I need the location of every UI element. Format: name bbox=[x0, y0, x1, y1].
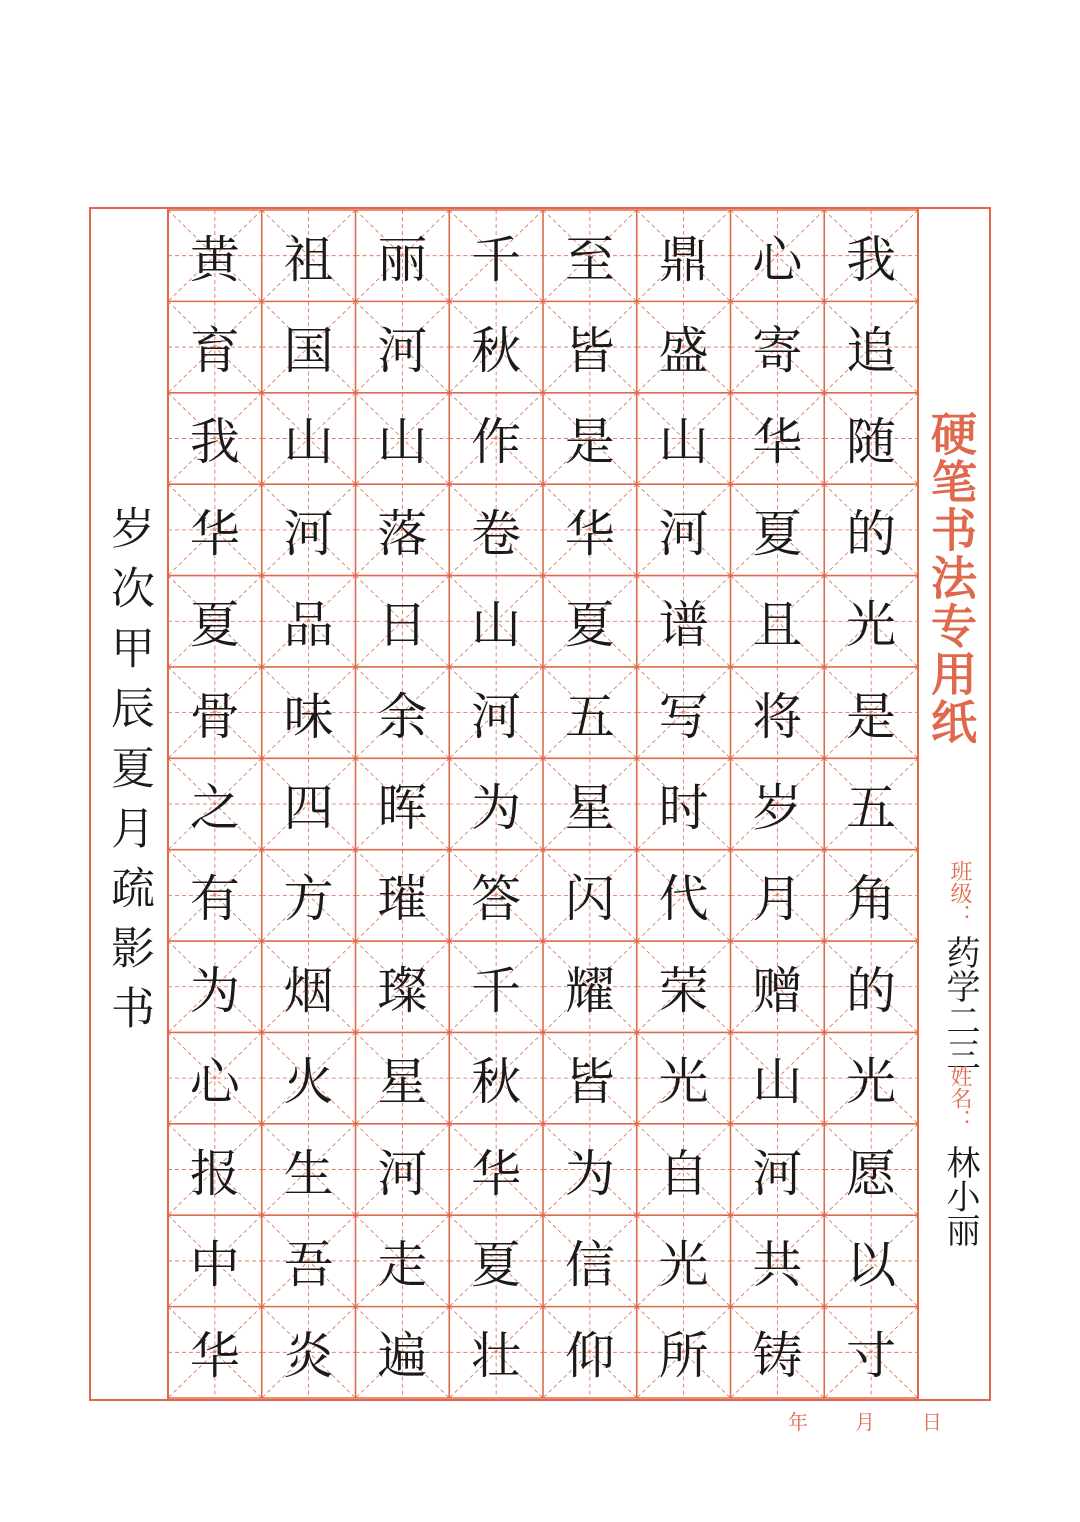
grid-character: 闪 bbox=[564, 870, 615, 929]
grid-character: 吾 bbox=[283, 1235, 334, 1294]
grid-character: 夏 bbox=[189, 596, 240, 655]
grid-character: 祖 bbox=[283, 230, 334, 289]
grid-character: 光 bbox=[846, 596, 897, 655]
grid-character: 以 bbox=[846, 1235, 897, 1294]
grid-character: 心 bbox=[189, 1053, 240, 1112]
grid-character: 千 bbox=[471, 230, 522, 289]
grid-character: 我 bbox=[189, 413, 240, 472]
grid-character: 星 bbox=[377, 1053, 428, 1112]
grid-character: 赠 bbox=[752, 961, 803, 1020]
grid-character: 愿 bbox=[846, 1144, 897, 1203]
grid-character: 作 bbox=[471, 413, 522, 472]
grid-character: 五 bbox=[846, 778, 897, 837]
grid-character: 且 bbox=[752, 596, 803, 655]
grid-character: 谱 bbox=[658, 596, 709, 655]
grid-character: 为 bbox=[471, 778, 522, 837]
grid-character: 随 bbox=[846, 413, 897, 472]
grid-character: 岁 bbox=[752, 778, 803, 837]
grid-character: 火 bbox=[283, 1053, 334, 1112]
grid-character: 育 bbox=[189, 322, 240, 381]
grid-character: 星 bbox=[564, 778, 615, 837]
grid-character: 河 bbox=[752, 1144, 803, 1203]
grid-character: 耀 bbox=[564, 961, 615, 1020]
grid-character: 烟 bbox=[283, 961, 334, 1020]
grid-character: 至 bbox=[564, 230, 615, 289]
grid-character: 写 bbox=[658, 687, 709, 746]
class-label: 班级： bbox=[947, 860, 972, 926]
grid-character: 鼎 bbox=[658, 230, 709, 289]
grid-character: 华 bbox=[189, 504, 240, 563]
grid-character: 河 bbox=[283, 504, 334, 563]
grid-character: 骨 bbox=[189, 687, 240, 746]
grid-character: 铸 bbox=[752, 1327, 803, 1386]
grid-character: 卷 bbox=[471, 504, 522, 563]
grid-character: 信 bbox=[564, 1235, 615, 1294]
grid-character: 荣 bbox=[658, 961, 709, 1020]
grid-character: 之 bbox=[189, 778, 240, 837]
grid-character: 夏 bbox=[564, 596, 615, 655]
grid-character: 国 bbox=[283, 322, 334, 381]
grid-character: 品 bbox=[283, 596, 334, 655]
grid-character: 月 bbox=[752, 870, 803, 929]
grid-character: 河 bbox=[471, 687, 522, 746]
grid-character: 寸 bbox=[846, 1327, 897, 1386]
grid-character: 山 bbox=[471, 596, 522, 655]
grid-character: 晖 bbox=[377, 778, 428, 837]
grid-character: 山 bbox=[377, 413, 428, 472]
grid-character: 余 bbox=[377, 687, 428, 746]
grid-character: 华 bbox=[752, 413, 803, 472]
grid-character: 有 bbox=[189, 870, 240, 929]
grid-character: 光 bbox=[658, 1235, 709, 1294]
grid-character: 角 bbox=[846, 870, 897, 929]
grid-character: 秋 bbox=[471, 1053, 522, 1112]
grid-character: 我 bbox=[846, 230, 897, 289]
grid-character: 盛 bbox=[658, 322, 709, 381]
grid-character: 落 bbox=[377, 504, 428, 563]
grid-character: 是 bbox=[846, 687, 897, 746]
grid-character: 日 bbox=[377, 596, 428, 655]
colophon-signature: 岁次甲辰夏月疏影书 bbox=[103, 505, 154, 1045]
grid-character: 山 bbox=[283, 413, 334, 472]
grid-character: 寄 bbox=[752, 322, 803, 381]
grid-character: 壮 bbox=[471, 1327, 522, 1386]
grid-character: 味 bbox=[283, 687, 334, 746]
grid-character: 皆 bbox=[564, 322, 615, 381]
grid-character: 夏 bbox=[752, 504, 803, 563]
grid-character: 追 bbox=[846, 322, 897, 381]
grid-character: 光 bbox=[846, 1053, 897, 1112]
grid-character: 方 bbox=[283, 870, 334, 929]
grid-character: 仰 bbox=[564, 1327, 615, 1386]
grid-character: 河 bbox=[658, 504, 709, 563]
grid-character: 将 bbox=[752, 687, 803, 746]
grid-character: 时 bbox=[658, 778, 709, 837]
grid-character: 的 bbox=[846, 961, 897, 1020]
grid-character: 为 bbox=[564, 1144, 615, 1203]
grid-character: 千 bbox=[471, 961, 522, 1020]
name-label: 姓名： bbox=[947, 1065, 972, 1131]
grid-character: 报 bbox=[189, 1144, 240, 1203]
grid-character: 是 bbox=[564, 413, 615, 472]
grid-character: 炎 bbox=[283, 1327, 334, 1386]
grid-character: 答 bbox=[471, 870, 522, 929]
grid-character: 中 bbox=[189, 1235, 240, 1294]
grid-character: 华 bbox=[189, 1327, 240, 1386]
grid-character: 华 bbox=[564, 504, 615, 563]
grid-character: 的 bbox=[846, 504, 897, 563]
grid-character: 璀 bbox=[377, 870, 428, 929]
grid-character: 为 bbox=[189, 961, 240, 1020]
grid-character: 光 bbox=[658, 1053, 709, 1112]
grid-character: 遍 bbox=[377, 1327, 428, 1386]
grid-character: 山 bbox=[752, 1053, 803, 1112]
grid-character: 代 bbox=[658, 870, 709, 929]
date-year-label: 年 bbox=[788, 1410, 808, 1434]
grid-character: 皆 bbox=[564, 1053, 615, 1112]
grid-character: 丽 bbox=[377, 230, 428, 289]
grid-character: 走 bbox=[377, 1235, 428, 1294]
class-value: 药学二三 bbox=[940, 935, 980, 1071]
grid-character: 黄 bbox=[189, 230, 240, 289]
date-month-label: 月 bbox=[855, 1410, 875, 1434]
grid-character: 自 bbox=[658, 1144, 709, 1203]
grid-character: 共 bbox=[752, 1235, 803, 1294]
grid-character: 四 bbox=[283, 778, 334, 837]
grid-character: 秋 bbox=[471, 322, 522, 381]
grid-character: 五 bbox=[564, 687, 615, 746]
grid-character: 夏 bbox=[471, 1235, 522, 1294]
grid-character: 生 bbox=[283, 1144, 334, 1203]
paper-title: 硬笔书法专用纸 bbox=[924, 410, 978, 746]
name-value: 林小丽 bbox=[940, 1145, 980, 1247]
grid-character: 心 bbox=[752, 230, 803, 289]
grid-character: 山 bbox=[658, 413, 709, 472]
grid-character: 华 bbox=[471, 1144, 522, 1203]
date-day-label: 日 bbox=[922, 1410, 942, 1434]
grid-character: 所 bbox=[658, 1327, 709, 1386]
grid-character: 河 bbox=[377, 322, 428, 381]
grid-character: 河 bbox=[377, 1144, 428, 1203]
grid-character: 璨 bbox=[377, 961, 428, 1020]
